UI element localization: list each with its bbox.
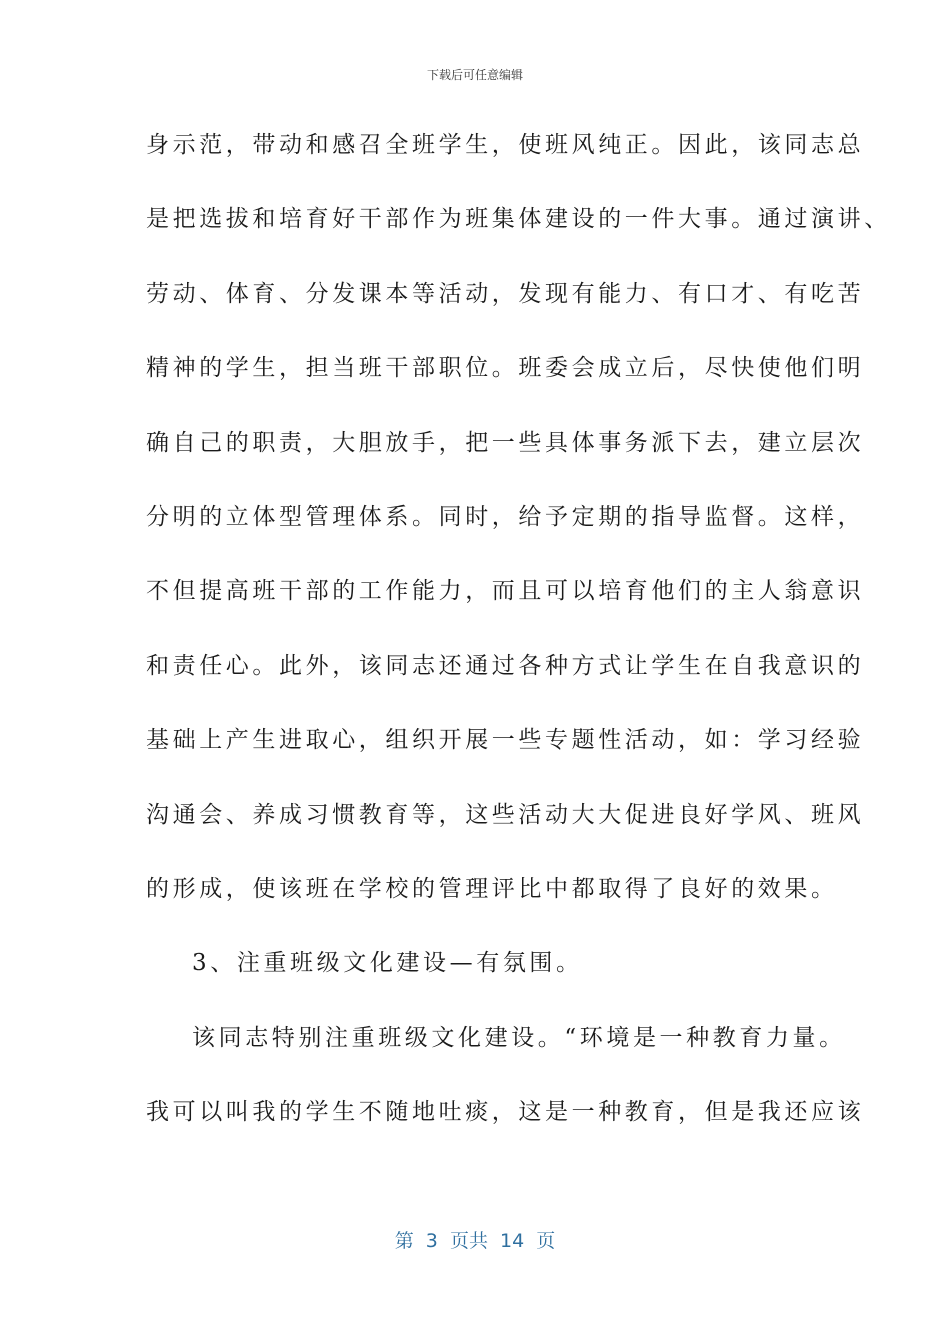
- body-line: 劳动、体育、分发课本等活动，发现有能力、有口才、有吃苦: [146, 280, 865, 307]
- body-line: 身示范，带动和感召全班学生，使班风纯正。因此，该同志总: [146, 132, 865, 158]
- body-line: 是把选拔和培育好干部作为班集体建设的一件大事。通过演讲、: [146, 206, 891, 233]
- page-number-footer: 第 3 页共 14 页: [394, 1230, 556, 1252]
- body-line: 我可以叫我的学生不随地吐痰，这是一种教育，但是我还应该: [146, 1099, 865, 1126]
- body-line: 不但提高班干部的工作能力，而且可以培育他们的主人翁意识: [146, 578, 865, 605]
- body-line: 的形成，使该班在学校的管理评比中都取得了良好的效果。: [146, 875, 838, 902]
- paragraph-start-line: 该同志特别注重班级文化建设。“环境是一种教育力量。: [192, 1024, 846, 1051]
- body-line: 基础上产生进取心，组织开展一些专题性活动，如：学习经验: [146, 727, 865, 754]
- document-body: [146, 118, 891, 1159]
- body-line: 确自己的职责，大胆放手，把一些具体事务派下去，建立层次: [146, 429, 865, 456]
- page-header: 下载后可任意编辑: [426, 68, 523, 82]
- body-line: 精神的学生，担当班干部职位。班委会成立后，尽快使他们明: [146, 355, 865, 382]
- body-line: 和责任心。此外，该同志还通过各种方式让学生在自我意识的: [146, 652, 865, 679]
- body-line: 分明的立体型管理体系。同时，给予定期的指导监督。这样，: [146, 503, 865, 530]
- section-heading: 3、注重班级文化建设—有氛围。: [192, 950, 583, 977]
- body-line: 沟通会、养成习惯教育等，这些活动大大促进良好学风、班风: [146, 801, 865, 828]
